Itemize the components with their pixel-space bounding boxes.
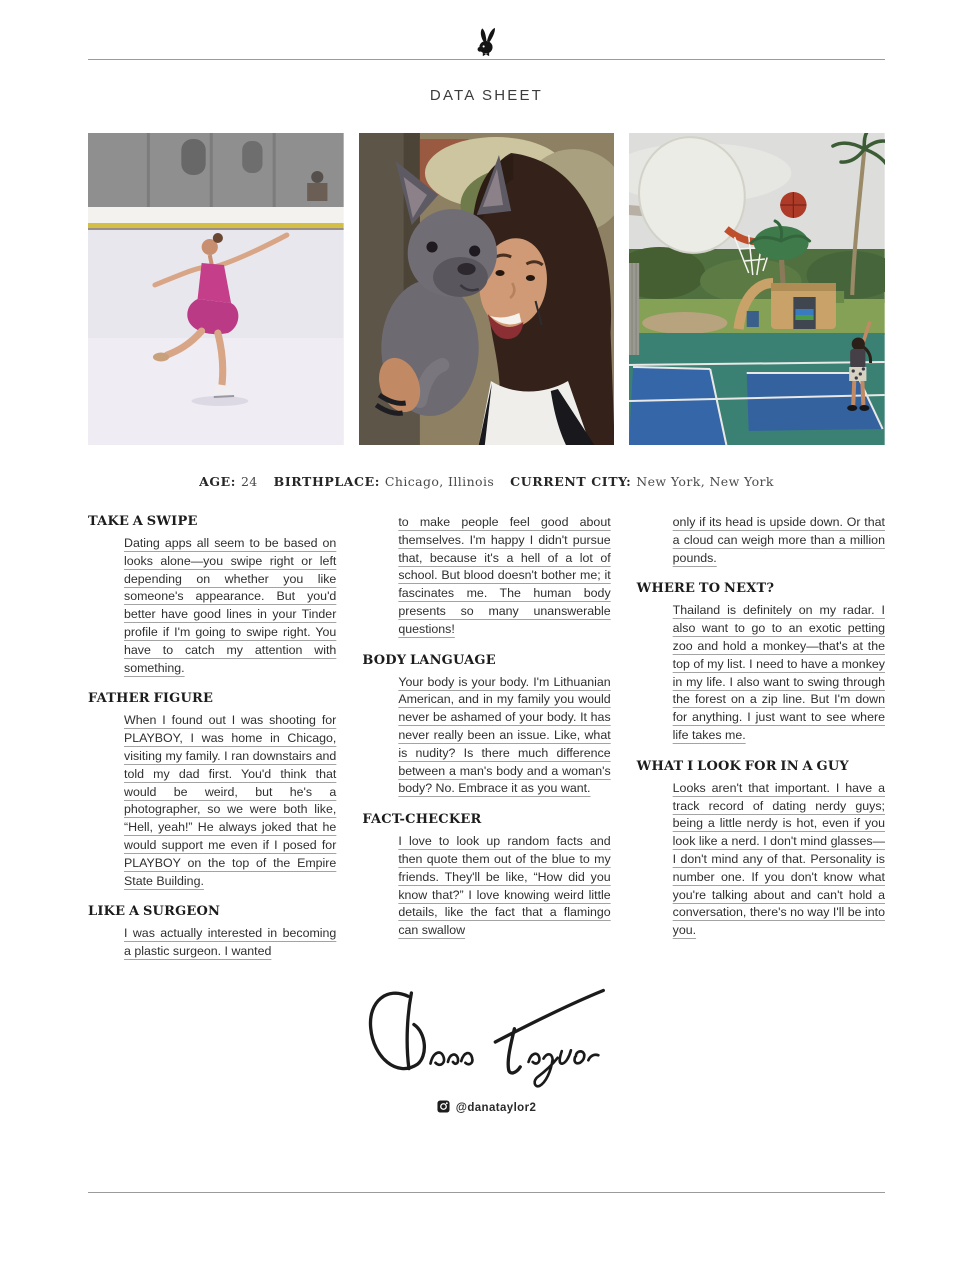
section-heading: LIKE A SURGEON	[88, 904, 221, 920]
stat-label: AGE:	[199, 474, 241, 489]
ice-skating-illustration	[88, 133, 344, 445]
stat-label: BIRTHPLACE:	[273, 474, 385, 489]
stat-age	[199, 471, 258, 490]
section-heading: TAKE A SWIPE	[88, 514, 198, 529]
section-heading: FATHER FIGURE	[88, 691, 214, 707]
playboy-bunny-logo	[0, 0, 973, 59]
section-paragraph: Dating apps all seem to be based on looks alone—you swipe right or left depending on whether you like someone's appearance. But you'd better have good lines in your Tinder profile if I'm going to swipe right. You have to catch my attention with something.	[124, 536, 337, 675]
photo-row	[88, 133, 885, 445]
photo-basketball	[629, 133, 885, 445]
stat-value: New York, New York	[636, 474, 774, 489]
photo-with-dog	[359, 133, 615, 445]
section-paragraph: I love to look up random facts and then quote them out of the blue to my friends. They'll be like, “How did you know that?” I love knowing weird little details, like the fact that a flamingo can swallow	[398, 834, 611, 938]
bottom-rule	[88, 1192, 885, 1193]
section-paragraph: only if its head is upside down. Or that a cloud can weigh more than a million pounds.	[672, 515, 885, 565]
section-heading: FACT-CHECKER	[362, 812, 482, 828]
text-columns	[88, 514, 885, 969]
instagram-handle: @danataylor2	[455, 1101, 537, 1114]
section-heading: WHAT I LOOK FOR IN A GUY	[636, 758, 849, 774]
stats-line	[0, 471, 973, 490]
text-column-3	[637, 514, 885, 969]
instagram-icon	[437, 1100, 450, 1116]
stat-label: CURRENT CITY:	[510, 474, 637, 489]
stat-value: Chicago, Illinois	[384, 474, 495, 489]
text-column-1	[88, 514, 336, 969]
section-paragraph: Thailand is definitely on my radar. I also want to go to an exotic petting zoo and hold a monkey—that's at the top of my list. I need to have a monkey in my life. I also want to swing through the forest on a zip line. But I'm down for anything. I just want to see where life takes me.	[672, 603, 885, 742]
stat-birthplace	[274, 471, 495, 490]
section-heading: WHERE TO NEXT?	[636, 581, 775, 597]
instagram-line	[0, 1100, 973, 1116]
section-paragraph: to make people feel good about themselves. I'm happy I didn't pursue that, because it's a hell of a lot of school. But blood doesn't bother me; it fascinates me. The human body presents so many unanswerable questions!	[398, 515, 611, 636]
section-heading: BODY LANGUAGE	[362, 652, 496, 668]
stat-value: 24	[240, 474, 258, 489]
dog-selfie-illustration	[359, 133, 615, 445]
photo-ice-skating	[88, 133, 344, 445]
stat-currentcity	[510, 471, 774, 490]
playboy-bunny-icon	[476, 27, 497, 57]
text-column-2	[362, 514, 610, 969]
section-paragraph: Your body is your body. I'm Lithuanian American, and in my family you would never be ashamed of your body. It has never really been an issue. Like, what is nudity? Is there much difference between a man's body and a woman's body? No. Embrace it as you want.	[398, 674, 611, 796]
section-paragraph: Looks aren't that important. I have a track record of dating nerdy guys; being a little nerdy is hot, even if you look like a nerd. I don't mind glasses—I don't mind any of that. Personality is number one. If you don't know what you're talking about and can't hold a conversation, there's no way I'll be into you.	[672, 780, 885, 938]
signature	[0, 983, 973, 1096]
section-paragraph: When I found out I was shooting for PLAYBOY, I was home in Chicago, visiting my family. I ran downstairs and told my dad first. You'd think that would be weird, but he's a photographer, so we were both like, “Hell, yeah!” He always joked that he would support me even if I posed for PLAYBOY on the top of the Empire State Building.	[124, 713, 337, 888]
basketball-court-illustration	[629, 133, 885, 445]
section-paragraph: I was actually interested in becoming a plastic surgeon. I wanted	[124, 926, 337, 959]
page-title: DATA SHEET	[429, 87, 544, 104]
signature-handwriting	[361, 983, 613, 1091]
